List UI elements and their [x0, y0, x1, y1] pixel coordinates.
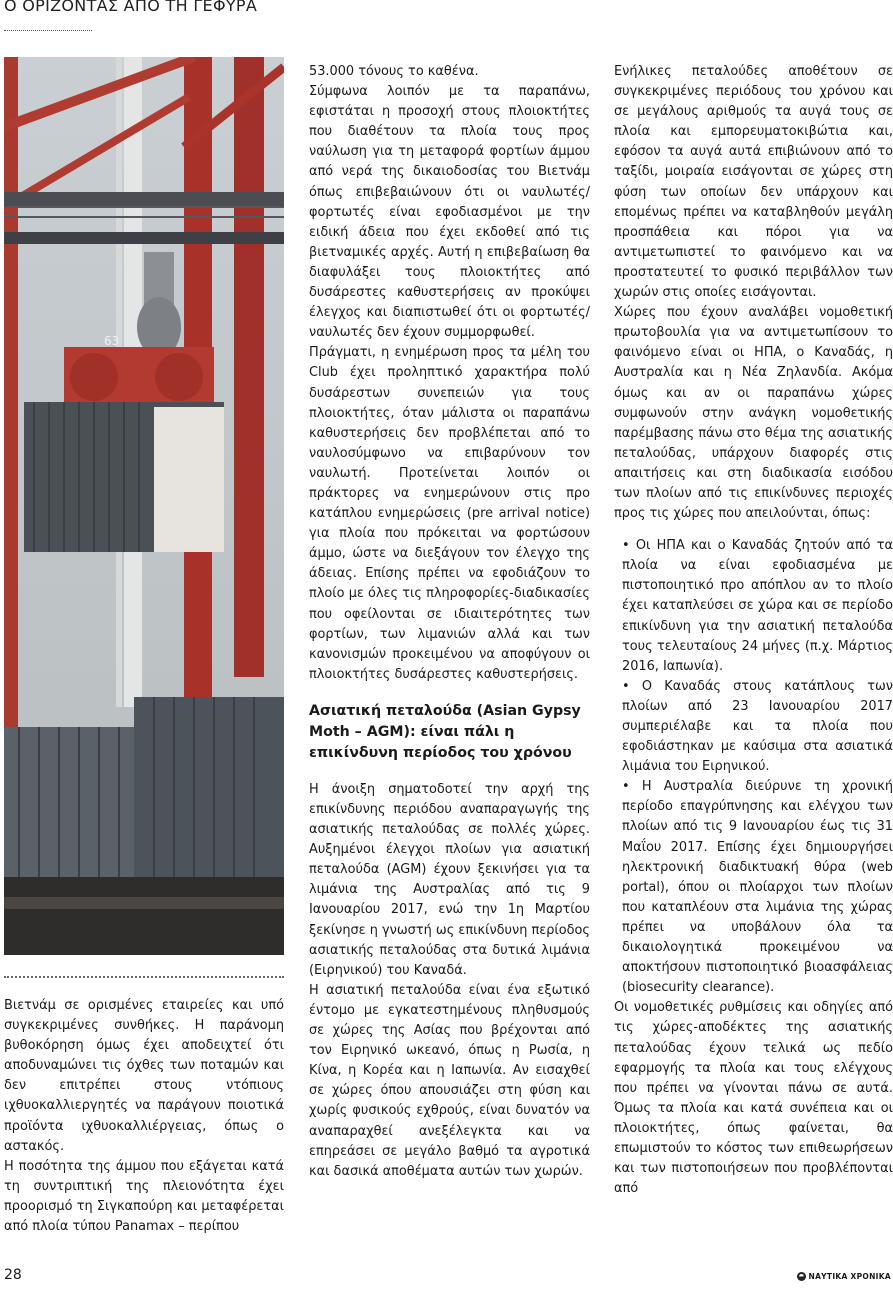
brand-logo-icon — [797, 1272, 806, 1281]
column-3 — [614, 62, 893, 1199]
paragraph: 53.000 τόνους το καθένα. — [309, 64, 479, 79]
page-number: 28 — [4, 1267, 22, 1283]
container-port-photo — [4, 57, 284, 955]
paragraph: Βιετνάμ σε ορισμένες εταιρείες και υπό συγκεκριμένες συνθήκες. Η παράνομη βυθοκόρηση όμως έχει αποδειχτεί ότι αποδυναμώνει τις όχθες των ποταμών και δεν επιτρέπει στους ντόπιους ιχθυοκαλλιεργητές να παράγουν ποιοτικά προϊόντα ιχθυοκαλλιέργειας, όπως ο αστακός. — [4, 998, 284, 1154]
paragraph: Σύμφωνα λοιπόν με τα παραπάνω, εφιστάται η προσοχή στους πλοιοκτήτες που διαθέτουν τα πλοία τους προς ναύλωση για τη μεταφορά φορτίων άμμου από νερά της δικαιοδοσίας του Βιετνάμ όπως επιβεβαιώνουν ότι οι ναυλωτές/φορτωτές είναι εφοδιασμένοι με την ειδική άδεια που έχει εκδοθεί από τις βιετναμικές αρχές. Αυτή η επιβεβαίωση θα διαφυλάξει τους πλοιοκτήτες από δυσάρεστες καθυστερήσεις αν προκύψει έλεγχος και διαπιστωθεί ότι οι φορτωτές/ναυλωτές δεν έχουν συμμορφωθεί. — [309, 84, 590, 341]
list-item: • Η Αυστραλία διεύρυνε τη χρονική περίοδο επαγρύπνησης και ελέγχου των πλοίων από τις 9 Ιανουαρίου έως τις 31 Μαΐου 2017. Επίσης έχει δημιουργήσει ηλεκτρονική διαδικτυακή θύρα (web portal), όπου οι πλοίαρχοι των πλοίων που καταπλέουν στα λιμάνια της χώρας πρέπει να υποβάλουν όλα τα δικαιολογητικά προκειμένου να αποκτήσουν πιστοποιητικό βιοασφάλειας (biosecurity clearance). — [622, 779, 893, 996]
brand-name: ΝΑΥΤΙΚΑ ΧΡΟΝΙΚΑ — [808, 1272, 891, 1281]
bullet-list — [614, 536, 893, 998]
paragraph: Η άνοιξη σηματοδοτεί την αρχή της επικίνδυνης περιόδου αναπαραγωγής της ασιατικής πεταλούδας σε πολλές χώρες. Αυξημένοι έλεγχοι πλοίων για ασιατική πεταλούδα (AGM) έχουν ξεκινήσει για τα λιμάνια της Αυστραλίας από τις 9 Ιανουαρίου 2017, ενώ την 1η Μαρτίου ξεκίνησε η γνωστή ως επικίνδυνη περίοδος ασιατικής πεταλούδας στα δυτικά λιμάνια (Ειρηνικού) του Καναδά. — [309, 781, 590, 978]
subheading: Ασιατική πεταλούδα (Asian Gypsy Moth – AGM): είναι πάλι η επικίνδυνη περίοδος του χρόνου — [309, 702, 581, 761]
paragraph: Χώρες που έχουν αναλάβει νομοθετική πρωτοβουλία για να αντιμετωπίσουν το φαινόμενο είναι οι ΗΠΑ, ο Καναδάς, η Αυστραλία και η Νέα Ζηλανδία. Ακόμα όμως και αν οι παραπάνω χώρες συμφωνούν στην ανάγκη νομοθετικής παρέμβασης πάνω στο θέμα της ασιατικής πεταλούδας, υπάρχουν διαφορές στις απαιτήσεις και στη διαδικασία εισόδου των πλοίων από τις επικίνδυνες περιοχές προς τις χώρες που απειλούνται, όπως: — [614, 305, 893, 522]
paragraph: Η ασιατική πεταλούδα είναι ένα εξωτικό έντομο με εγκατεστημένους πληθυσμούς σε χώρες της Ασίας που βρέχονται από τον Ειρηνικό ωκεανό, όπως η Ρωσία, η Κίνα, η Κορέα και η Ιαπωνία. Αν εισαχθεί σε χώρες όπου απουσιάζει στη φύση και χωρίς φυσικούς εχθρούς, είναι δυνατόν να αναπαραχθεί ανεξέλεγκτα και να επηρεάσει σε μεγάλο βαθμό τα αγροτικά και δασικά αποθέματα αυτών των χωρών. — [309, 982, 590, 1179]
container-number: 63 — [104, 334, 120, 348]
paragraph: Η ποσότητα της άμμου που εξάγεται κατά τη συντριπτική της πλειονότητα έχει προορισμό τη Σιγκαπούρη και μεταφέρεται από πλοία τύπου Panamax – περίπου — [4, 1158, 284, 1235]
paragraph: Πράγματι, η ενημέρωση προς τα μέλη του Club έχει προληπτικό χαρακτήρα πολύ δυσάρεστων συνεπειών για τους πλοιοκτήτες, όταν μάλιστα οι παραπάνω καθυστερήσεις δεν προβλέπεται από το ναυλοσύμφωνο να επιβαρύνουν τον ναυλωτή. Προτείνεται λοιπόν οι πράκτορες να ενημερώνουν στις προ κατάπλου ενημερώσεις (pre arrival notice) για πλοία που πρόκειται να φορτώσουν άμμο, ώστε να διεξάγουν τον έλεγχο της άδειας. Επίσης πρέπει να εφοδιάζουν το πλοίο με όλες τις πληροφορίες-διαδικασίες που οφείλονται σε ιδιαιτερότητες των φορτίων, των λιμανιών αλλά και των κανονισμών προκειμένου να αποφύγουν οι πλοιοκτήτες δυσάρεστες καθυστερήσεις. — [309, 345, 590, 682]
paragraph: Οι νομοθετικές ρυθμίσεις και οδηγίες από τις χώρες-αποδέκτες της ασιατικής πεταλούδας έχουν τελικά ως πεδίο εφαρμογής τα πλοία και τους ελέγχους που πρέπει να γίνονται πάνω σε αυτά. Όμως τα πλοία και κατά συνέπεια και οι πλοιοκτήτες, όπως φαίνεται, θα επωμιστούν το κόστος των επιθεωρήσεων και των πιστοποιήσεων που προβλέπονται από — [614, 1000, 893, 1197]
running-header: Ο ΟΡΙΖΟΝΤΑΣ ΑΠΟ ΤΗ ΓΕΦΥΡΑ — [4, 0, 258, 15]
column-1 — [4, 996, 284, 1237]
list-item: • Οι ΗΠΑ και ο Καναδάς ζητούν από τα πλοία να είναι εφοδιασμένα με πιστοποιητικό προ απόπλου αν το πλοίο έχει καταπλεύσει σε χώρα και σε περίοδο επικίνδυνη για την ασιατική πεταλούδα τους τελευταίους 24 μήνες (π.χ. Μάρτιος 2016, Ιαπωνία). — [622, 538, 893, 674]
column-2 — [309, 62, 590, 1182]
paragraph: Ενήλικες πεταλούδες αποθέτουν σε συγκεκριμένες περιόδους του χρόνου και σε μεγάλους αριθμούς τα αυγά τους σε πλοία και εμπορευματοκιβώτια και, εφόσον τα αυγά αυτά επιβιώνουν από το ταξίδι, μοιραία εισάγονται σε χώρες στη φύση των οποίων δεν υπάρχουν και επομένως πρέπει να καταβληθούν μεγάλη προσπάθεια και πόροι για να αντιμετωπιστεί το φαινόμενο και να προστατευτεί το φυσικό περιβάλλον των χωρών στις οποίες εισάγονται. — [614, 64, 893, 301]
photo-divider — [4, 976, 284, 978]
list-item: • Ο Καναδάς στους κατάπλους των πλοίων από 23 Ιανουαρίου 2017 συμπεριέλαβε και τα πλοία που εφοδιάστηκαν με καύσιμα στα ασιατικά λιμάνια του Ειρηνικού. — [622, 678, 893, 775]
publication-brand — [797, 1272, 892, 1281]
header-divider — [4, 30, 92, 31]
